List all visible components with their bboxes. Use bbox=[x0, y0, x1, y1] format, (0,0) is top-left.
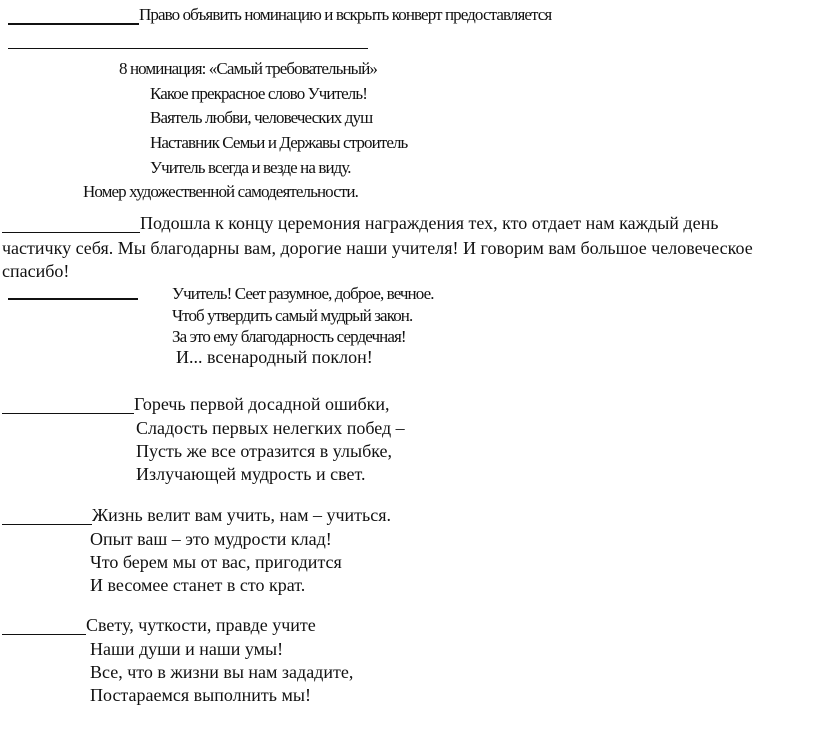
closing-line-2: частичку себя. Мы благодарны вам, дорогие наши учителя! И говорим вам большое человеческое bbox=[2, 238, 753, 258]
stanza2-line-2: Сладость первых нелегких побед – bbox=[136, 418, 405, 438]
stanza4-speaker-blank bbox=[2, 616, 86, 635]
stanza3-line-1-text: Жизнь велит вам учить, нам – учиться. bbox=[92, 505, 392, 525]
intro-line bbox=[8, 6, 551, 25]
stanza1-line-4: И... всенародный поклон! bbox=[176, 347, 373, 367]
nomination-verse-line-1: Какое прекрасное слово Учитель! bbox=[150, 84, 367, 103]
closing-text-start: Подошла к концу церемония награждения тех, кто отдает нам каждый день bbox=[140, 213, 719, 233]
intro-text: Право объявить номинацию и вскрыть конверт предоставляется bbox=[139, 5, 552, 24]
stanza4-line-4: Постараемся выполнить мы! bbox=[90, 685, 311, 705]
stanza3-line-4: И весомее станет в сто крат. bbox=[90, 575, 306, 595]
nomination-title: 8 номинация: «Самый требовательный» bbox=[119, 59, 377, 78]
stanza2-line-1-text: Горечь первой досадной ошибки, bbox=[134, 394, 390, 414]
nomination-verse-line-2: Ваятель любви, человеческих душ bbox=[150, 108, 373, 127]
stanza4-line-3: Все, что в жизни вы нам зададите, bbox=[90, 662, 354, 682]
stanza2-line-1 bbox=[2, 395, 390, 414]
stanza3-line-3: Что берем мы от вас, пригодится bbox=[90, 552, 342, 572]
stanza4-line-1 bbox=[2, 616, 316, 635]
speaker-blank bbox=[2, 214, 140, 233]
stanza1-line-1: Учитель! Сеет разумное, доброе, вечное. bbox=[172, 284, 434, 303]
closing-line-3: спасибо! bbox=[2, 261, 70, 281]
stanza3-speaker-blank bbox=[2, 506, 92, 525]
closing-line-1 bbox=[2, 214, 718, 233]
stanza4-line-2: Наши души и наши умы! bbox=[90, 639, 284, 659]
name-rule bbox=[8, 48, 368, 49]
performance-note: Номер художественной самодеятельности. bbox=[83, 182, 358, 201]
stanza1-line-3: За это ему благодарность сердечная! bbox=[172, 327, 406, 346]
stanza2-line-3: Пусть же все отразится в улыбке, bbox=[136, 441, 393, 461]
name-blank bbox=[8, 6, 139, 25]
nomination-verse-line-3: Наставник Семьи и Державы строитель bbox=[150, 133, 408, 152]
stanza1-speaker-blank bbox=[8, 298, 138, 300]
stanza3-line-1 bbox=[2, 506, 391, 525]
stanza1-line-2: Чтоб утвердить самый мудрый закон. bbox=[172, 306, 413, 325]
stanza3-line-2: Опыт ваш – это мудрости клад! bbox=[90, 529, 332, 549]
stanza2-line-4: Излучающей мудрость и свет. bbox=[136, 464, 366, 484]
nomination-verse-line-4: Учитель всегда и везде на виду. bbox=[150, 158, 351, 177]
stanza2-speaker-blank bbox=[2, 395, 134, 414]
stanza4-line-1-text: Свету, чуткости, правде учите bbox=[86, 615, 316, 635]
